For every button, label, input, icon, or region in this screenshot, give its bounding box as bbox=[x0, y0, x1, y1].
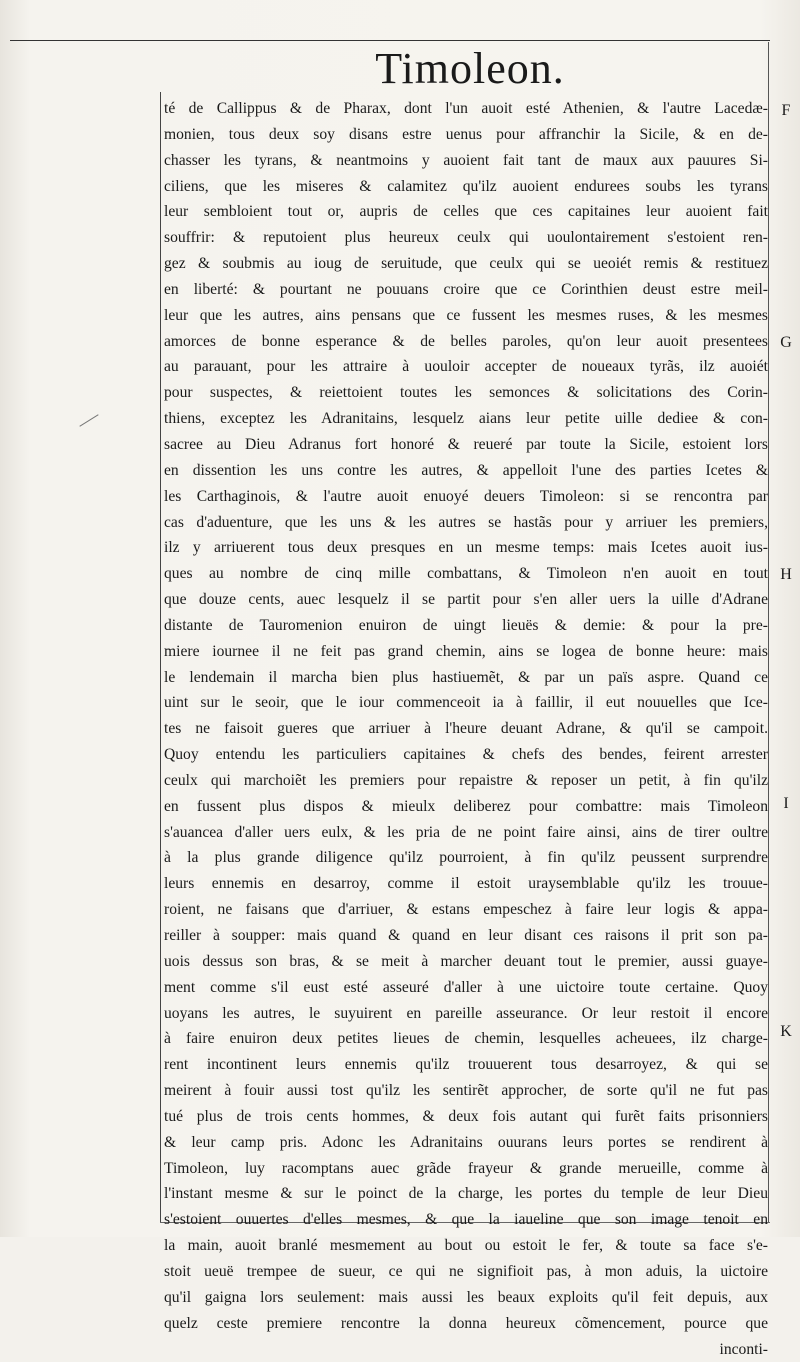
text-line: rent incontinent leurs ennemis qu'ilz trouuerent tous desarroyez, & qui se bbox=[164, 1052, 768, 1078]
text-line: ment comme s'il eust esté asseuré d'aller à une uictoire toute certaine. Quoy bbox=[164, 975, 768, 1001]
text-line: uois dessus son bras, & se meit à marcher deuant tout le premier, aussi guaye- bbox=[164, 949, 768, 975]
text-line: ilz y arriuerent tous deux presques en un mesme temps: mais Icetes auoit ius- bbox=[164, 535, 768, 561]
text-line: & leur camp pris. Adonc les Adranitains ouurans leurs portes se rendirent à bbox=[164, 1130, 768, 1156]
text-line: té de Callippus & de Pharax, dont l'un auoit esté Athenien, & l'autre Lacedæ- bbox=[164, 96, 768, 122]
text-line: à la plus grande diligence qu'ilz pourroient, à fin qu'ilz peussent surprendre bbox=[164, 845, 768, 871]
text-line: qu'il gaigna lors seulement: mais aussi les beaux exploits qu'il feit depuis, aux bbox=[164, 1285, 768, 1311]
text-line: en fussent plus dispos & mieulx deliberez pour combattre: mais Timoleon bbox=[164, 794, 768, 820]
text-line: la main, auoit branlé mesmement au bout ou estoit le fer, & toute sa face s'e- bbox=[164, 1233, 768, 1259]
text-line: chasser les tyrans, & neantmoins y auoient fait tant de maux aux pauures Si- bbox=[164, 148, 768, 174]
running-head: Timoleon. bbox=[300, 38, 640, 100]
text-line: uint sur le seoir, que le iour commenceoit ia à faillir, il eut nouuelles que Ice- bbox=[164, 690, 768, 716]
margin-marker-h: H bbox=[776, 565, 796, 585]
text-line: miere iournee il ne feit pas grand chemin, ains se logea de bonne heure: mais bbox=[164, 639, 768, 665]
text-line: souffrir: & reputoient plus heureux ceulx qui uoulontairement s'estoient ren- bbox=[164, 225, 768, 251]
text-line: stoit ueuë trempee de sueur, ce qui ne signifioit pas, à mon aduis, la uictoire bbox=[164, 1259, 768, 1285]
margin-marker-k: K bbox=[776, 1022, 796, 1042]
text-line: inconti- bbox=[164, 1337, 768, 1362]
text-line: ceulx qui marchoiẽt les premiers pour repaistre & reposer un petit, à fin qu'ilz bbox=[164, 768, 768, 794]
left-margin-rule bbox=[160, 92, 161, 1222]
text-line: en dissention les uns contre les autres, & appelloit l'une des parties Icetes & bbox=[164, 458, 768, 484]
text-line: distante de Tauromenion enuiron de uingt lieuës & demie: & pour la pre- bbox=[164, 613, 768, 639]
margin-scratch bbox=[79, 414, 98, 427]
body-text bbox=[164, 96, 768, 1362]
right-margin-rule bbox=[768, 42, 769, 1222]
text-line: ciliens, que les miseres & calamitez qu'ilz auoient endurees soubs les tyrans bbox=[164, 174, 768, 200]
text-line: thiens, exceptez les Adranitains, lesquelz aians leur petite uille dediee & con- bbox=[164, 406, 768, 432]
margin-marker-f: F bbox=[776, 101, 796, 121]
text-line: pour suspectes, & reiettoient toutes les semonces & solicitations des Corin- bbox=[164, 380, 768, 406]
text-line: reiller à soupper: mais quand & quand en leur disant ces raisons il prit son pa- bbox=[164, 923, 768, 949]
text-line: sacree au Dieu Adranus fort honoré & reueré par toute la Sicile, estoient lors bbox=[164, 432, 768, 458]
text-line: à faire enuiron deux petites lieues de chemin, lesquelles acheuees, ilz charge- bbox=[164, 1026, 768, 1052]
text-line: leur sembloient tout or, aupris de celles que ces capitaines leur auoient fait bbox=[164, 199, 768, 225]
text-line: gez & soubmis au ioug de seruitude, que ceulx qui se ueoiét remis & restituez bbox=[164, 251, 768, 277]
text-line: Timoleon, luy racomptans auec grãde frayeur & grande merueille, comme à bbox=[164, 1156, 768, 1182]
text-line: roient, ne faisans que d'arriuer, & estans empeschez à faire leur logis & appa- bbox=[164, 897, 768, 923]
text-line: cas d'aduenture, que les uns & les autres se hastãs pour y arriuer les premiers, bbox=[164, 510, 768, 536]
text-line: leur que les autres, ains pensans que ce fussent les mesmes ruses, & les mesmes bbox=[164, 303, 768, 329]
margin-marker-g: G bbox=[776, 333, 796, 353]
text-line: les Carthaginois, & l'autre auoit enuoyé deuers Timoleon: si se rencontra par bbox=[164, 484, 768, 510]
text-line: uoyans les autres, le suyuirent en pareille asseurance. Or leur restoit il encore bbox=[164, 1001, 768, 1027]
text-line: ques au nombre de cinq mille combattans, & Timoleon n'en auoit en tout bbox=[164, 561, 768, 587]
text-line: quelz ceste premiere rencontre la donna heureux cõmencement, pource que bbox=[164, 1311, 768, 1337]
text-line: que douze cents, auec lesquelz il se partit pour s'en aller uers la uille d'Adrane bbox=[164, 587, 768, 613]
text-line: s'estoient ouuertes d'elles mesmes, & que la iaueline que son image tenoit en bbox=[164, 1207, 768, 1233]
text-line: amorces de bonne esperance & de belles paroles, qu'on leur auoit presentees bbox=[164, 329, 768, 355]
text-line: meirent à fouir aussi tost qu'ilz les sentirẽt approcher, de sorte qu'il ne fut pas bbox=[164, 1078, 768, 1104]
text-line: monien, tous deux soy disans estre uenus pour affranchir la Sicile, & en de- bbox=[164, 122, 768, 148]
text-line: tué plus de trois cents hommes, & deux fois autant qui furẽt faits prisonniers bbox=[164, 1104, 768, 1130]
text-line: le lendemain il marcha bien plus hastiuemẽt, & par un païs aspre. Quand ce bbox=[164, 665, 768, 691]
text-line: l'instant mesme & sur le poinct de la charge, les portes du temple de leur Dieu bbox=[164, 1181, 768, 1207]
text-line: s'auancea d'aller uers eulx, & les pria de ne point faire ainsi, ains de tirer oultre bbox=[164, 820, 768, 846]
margin-marker-i: I bbox=[776, 794, 796, 814]
text-line: en liberté: & pourtant ne pouuans croire que ce Corinthien deust estre meil- bbox=[164, 277, 768, 303]
text-line: leurs ennemis en desarroy, comme il estoit uraysemblable qu'ilz les trouue- bbox=[164, 871, 768, 897]
text-line: au parauant, pour les attraire à uouloir accepter de noueaux tyrãs, ilz auoiét bbox=[164, 354, 768, 380]
text-line: tes ne faisoit gueres que arriuer à l'heure deuant Adrane, & qu'il se campoit. bbox=[164, 716, 768, 742]
text-line: Quoy entendu les particuliers capitaines & chefs des bendes, feirent arrester bbox=[164, 742, 768, 768]
